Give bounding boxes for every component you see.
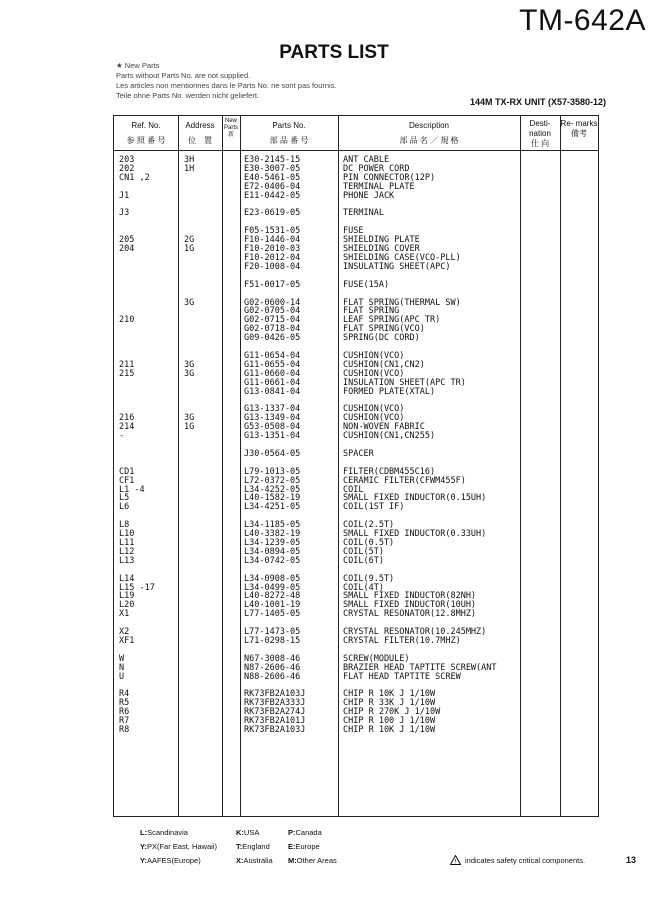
cell-description: CRYSTAL RESONATOR(10.245MHZ) (343, 627, 487, 638)
legend-item: K:USA (236, 828, 260, 837)
parts-table (113, 115, 599, 817)
header-description-jp: 部 品 名 ／ 規 格 (399, 136, 459, 145)
cell-description: CHIP R 33K J 1/10W (343, 698, 436, 709)
cell-parts-no: G53-0508-04 (244, 422, 301, 433)
table-row (114, 610, 598, 619)
cell-description: FORMED PLATE(XTAL) (343, 386, 436, 397)
cell-description: CHIP R 10K J 1/10W (343, 725, 436, 735)
header-address (178, 121, 222, 146)
table-row (114, 388, 598, 397)
cell-parts-no: L40-1001-19 (244, 600, 301, 611)
cell-description: SHIELDING COVER (343, 244, 420, 255)
cell-description: SHIELDING CASE(VCO-PLL) (343, 252, 461, 263)
cell-description: ANT CABLE (343, 155, 390, 165)
cell-parts-no: L71-0298-15 (244, 635, 301, 646)
cell-ref-no: XF1 (119, 635, 135, 646)
cell-parts-no: J30-0564-05 (244, 448, 301, 459)
cell-description: CHIP R 270K J 1/10W (343, 707, 441, 718)
cell-ref-no: L1 -4 (119, 484, 145, 495)
cell-ref-no: L15 -17 (119, 582, 155, 593)
cell-address: 3H (184, 155, 195, 165)
cell-description: INSULATION SHEET(APC TR) (343, 377, 466, 388)
cell-address: 1G (184, 244, 195, 255)
cell-ref-no: U (119, 671, 125, 682)
cell-description: FLAT SPRING(THERMAL SW) (343, 297, 461, 308)
cell-description: CRYSTAL RESONATOR(12.8MHZ) (343, 609, 477, 620)
cell-ref-no: 203 (119, 155, 135, 165)
cell-parts-no: RK73FB2A333J (244, 698, 306, 709)
cell-parts-no: E30-3007-05 (244, 163, 301, 174)
cell-parts-no: N88-2606-46 (244, 671, 301, 682)
cell-description: COIL (343, 484, 364, 495)
cell-parts-no: G13-1337-04 (244, 404, 301, 415)
legend-item: E:Europe (288, 842, 320, 851)
cell-description: SCREW(MODULE) (343, 653, 410, 664)
table-row (114, 334, 598, 343)
cell-parts-no: L34-0908-05 (244, 573, 301, 584)
cell-address: 3G (184, 413, 195, 424)
cell-parts-no: G11-0660-04 (244, 368, 301, 379)
header-ref-no-label: Ref. No. (131, 121, 161, 130)
table-row (114, 503, 598, 512)
cell-ref-no: L10 (119, 529, 135, 540)
cell-ref-no: 202 (119, 163, 135, 174)
note-english: Parts without Parts No. are not supplied. (116, 71, 251, 80)
cell-description: DC POWER CORD (343, 163, 410, 174)
cell-ref-no: 216 (119, 413, 135, 424)
cell-ref-no: L14 (119, 573, 135, 584)
table-row (114, 263, 598, 272)
cell-parts-no: E72-0406-04 (244, 181, 301, 192)
cell-parts-no: F20-1008-04 (244, 261, 301, 272)
cell-description: CUSHION(CN1,CN2) (343, 359, 425, 370)
cell-parts-no: RK73FB2A101J (244, 716, 306, 727)
cell-parts-no: E11-0442-05 (244, 190, 301, 201)
cell-parts-no: G02-0715-04 (244, 315, 301, 326)
safety-note (450, 855, 585, 865)
cell-ref-no: L13 (119, 555, 135, 566)
cell-ref-no: CF1 (119, 475, 135, 486)
cell-parts-no: G13-1351-04 (244, 431, 301, 442)
cell-description: CRYSTAL FILTER(10.7MHZ) (343, 635, 461, 646)
cell-description: COIL(6T) (343, 555, 384, 566)
cell-ref-no: L5 (119, 493, 130, 504)
cell-description: COIL(4T) (343, 582, 384, 593)
cell-parts-no: L34-0894-05 (244, 546, 301, 557)
cell-parts-no: F10-2012-04 (244, 252, 301, 263)
cell-parts-no: E23-0619-05 (244, 208, 301, 219)
header-parts-no (240, 121, 338, 146)
cell-ref-no: CN1 ,2 (119, 172, 150, 183)
cell-description: SPACER (343, 448, 374, 459)
header-ref-no-jp: 参 照 番 号 (126, 136, 166, 145)
cell-ref-no: 205 (119, 235, 135, 246)
table-row (114, 209, 598, 218)
cell-description: FILTER(CDBM455C16) (343, 466, 436, 477)
table-row (114, 281, 598, 290)
legend-item: Y:PX(Far East, Hawaii) (140, 842, 217, 851)
note-german: Teile ohne Parts No. werden nicht geliefert. (116, 91, 259, 100)
legend-item: M:Other Areas (288, 856, 337, 865)
cell-ref-no: 211 (119, 359, 135, 370)
cell-ref-no: CD1 (119, 466, 135, 477)
header-destination-jp: 仕 向 (530, 139, 550, 148)
cell-description: FLAT SPRING (343, 306, 400, 317)
table-body (114, 156, 598, 735)
cell-parts-no: G02-0705-04 (244, 306, 301, 317)
cell-description: COIL(5T) (343, 546, 384, 557)
cell-parts-no: RK73FB2A103J (244, 725, 306, 735)
cell-description: CUSHION(VCO) (343, 404, 405, 415)
cell-address: 1G (184, 422, 195, 433)
table-row (114, 557, 598, 566)
cell-ref-no: J1 (119, 190, 130, 201)
cell-parts-no: F05-1531-05 (244, 226, 301, 237)
cell-ref-no: R7 (119, 716, 130, 727)
cell-description: TERMINAL (343, 208, 384, 219)
header-description (338, 121, 520, 146)
table-row (114, 450, 598, 459)
warning-triangle-icon (450, 855, 461, 865)
header-remarks-jp: 備考 (571, 129, 587, 138)
cell-description: NON-WOVEN FABRIC (343, 422, 425, 433)
cell-parts-no: L34-0742-05 (244, 555, 301, 566)
cell-address: 3G (184, 359, 195, 370)
cell-description: FUSE (343, 226, 364, 237)
cell-address: 3G (184, 297, 195, 308)
header-parts-no-label: Parts No. (272, 121, 306, 130)
cell-description: FLAT SPRING(VCO) (343, 324, 425, 335)
cell-description: PHONE JACK (343, 190, 395, 201)
cell-description: COIL(0.5T) (343, 537, 395, 548)
cell-address: 1H (184, 163, 195, 174)
cell-parts-no: L40-1582-19 (244, 493, 301, 504)
note-french: Les articles non mentionnes dans le Parts No. ne sont pas fournis. (116, 81, 337, 90)
cell-parts-no: L72-0372-05 (244, 475, 301, 486)
cell-parts-no: G11-0654-04 (244, 350, 301, 361)
cell-ref-no: R5 (119, 698, 130, 709)
header-ref-no (114, 121, 178, 146)
cell-ref-no: 214 (119, 422, 135, 433)
cell-parts-no: F10-2010-03 (244, 244, 301, 255)
cell-description: FUSE(15A) (343, 279, 390, 290)
cell-parts-no: N87-2606-46 (244, 662, 301, 673)
header-remarks-label: Re- marks (560, 119, 598, 128)
table-row (114, 673, 598, 682)
cell-description: SMALL FIXED INDUCTOR(0.15UH) (343, 493, 487, 504)
unit-title: 144M TX-RX UNIT (X57-3580-12) (469, 97, 606, 107)
cell-description: TERMINAL PLATE (343, 181, 415, 192)
cell-description: SMALL FIXED INDUCTOR(10UH) (343, 600, 477, 611)
cell-ref-no: L12 (119, 546, 135, 557)
notes (116, 61, 337, 101)
table-header (114, 116, 598, 151)
table-row (114, 432, 598, 441)
header-new-parts-label: New Parts (223, 118, 238, 131)
header-remarks (560, 119, 598, 139)
cell-description: BRAZIER HEAD TAPTITE SCREW(ANT (343, 662, 497, 673)
cell-ref-no: R4 (119, 689, 130, 700)
header-destination-label: Desti- nation (529, 119, 551, 138)
cell-parts-no: L34-4252-05 (244, 484, 301, 495)
cell-parts-no: G09-0426-05 (244, 333, 301, 344)
cell-parts-no: L40-8272-48 (244, 591, 301, 602)
cell-description: CUSHION(CN1,CN255) (343, 431, 436, 442)
cell-ref-no: L11 (119, 537, 135, 548)
table-row (114, 726, 598, 735)
cell-description: CUSHION(VCO) (343, 368, 405, 379)
cell-parts-no: L34-1239-05 (244, 537, 301, 548)
page-number: 13 (626, 855, 637, 865)
cell-description: CERAMIC FILTER(CFWM455F) (343, 475, 466, 486)
cell-parts-no: E40-5461-05 (244, 172, 301, 183)
cell-parts-no: L77-1473-05 (244, 627, 301, 638)
cell-ref-no: R8 (119, 725, 130, 735)
header-new-jp: 新 (227, 132, 234, 138)
cell-parts-no: E30-2145-15 (244, 155, 301, 165)
header-address-jp: 位 置 (188, 136, 212, 145)
note-new-parts: ★ New Parts (116, 61, 160, 70)
cell-ref-no: L20 (119, 600, 135, 611)
cell-parts-no: L34-0499-05 (244, 582, 301, 593)
legend-item: Y:AAFES(Europe) (140, 856, 201, 865)
cell-parts-no: G02-0600-14 (244, 297, 301, 308)
cell-ref-no: N (119, 662, 125, 673)
cell-description: SMALL FIXED INDUCTOR(82NH) (343, 591, 477, 602)
cell-address: 3G (184, 368, 195, 379)
cell-description: COIL(2.5T) (343, 520, 395, 531)
model-number: TM-642A (519, 4, 646, 37)
cell-ref-no: W (119, 653, 125, 664)
cell-ref-no: R6 (119, 707, 130, 718)
table-row (114, 192, 598, 201)
cell-parts-no: L40-3382-19 (244, 529, 301, 540)
safety-note-text: indicates safety critical components. (465, 855, 586, 865)
cell-description: CUSHION(VCO) (343, 350, 405, 361)
legend-item: L:Scandinavia (140, 828, 188, 837)
cell-description: CHIP R 10K J 1/10W (343, 689, 436, 700)
cell-ref-no: - (119, 431, 125, 442)
cell-ref-no: J3 (119, 208, 130, 219)
cell-description: COIL(1ST IF) (343, 502, 405, 513)
cell-address: 2G (184, 235, 195, 246)
legend-item: X:Australia (236, 856, 273, 865)
cell-parts-no: G02-0718-04 (244, 324, 301, 335)
cell-parts-no: L79-1013-05 (244, 466, 301, 477)
cell-description: INSULATING SHEET(APC) (343, 261, 451, 272)
cell-parts-no: G13-1349-04 (244, 413, 301, 424)
cell-description: SMALL FIXED INDUCTOR(0.33UH) (343, 529, 487, 540)
cell-parts-no: G13-0841-04 (244, 386, 301, 397)
header-new-parts (222, 118, 240, 139)
header-destination (520, 119, 560, 149)
header-description-label: Description (408, 121, 449, 130)
cell-description: LEAF SPRING(APC TR) (343, 315, 441, 326)
cell-ref-no: X2 (119, 627, 130, 638)
legend-item: T:England (236, 842, 270, 851)
cell-parts-no: G11-0661-04 (244, 377, 301, 388)
cell-ref-no: L19 (119, 591, 135, 602)
cell-parts-no: RK73FB2A103J (244, 689, 306, 700)
cell-description: PIN CONNECTOR(12P) (343, 172, 436, 183)
cell-parts-no: N67-3008-46 (244, 653, 301, 664)
header-parts-no-jp: 部 品 番 号 (269, 136, 309, 145)
svg-text:!: ! (454, 858, 457, 865)
cell-description: CHIP R 100 J 1/10W (343, 716, 436, 727)
cell-parts-no: L34-4251-05 (244, 502, 301, 513)
cell-description: CUSHION(VCO) (343, 413, 405, 424)
cell-ref-no: 215 (119, 368, 135, 379)
cell-parts-no: G11-0655-04 (244, 359, 301, 370)
cell-description: COIL(9.5T) (343, 573, 395, 584)
legend-item: P:Canada (288, 828, 322, 837)
cell-ref-no: 210 (119, 315, 135, 326)
cell-parts-no: L77-1405-05 (244, 609, 301, 620)
cell-ref-no: X1 (119, 609, 130, 620)
cell-description: SPRING(DC CORD) (343, 333, 420, 344)
cell-parts-no: F51-0017-05 (244, 279, 301, 290)
header-address-label: Address (185, 121, 215, 130)
cell-description: FLAT HEAD TAPTITE SCREW (343, 671, 461, 682)
cell-parts-no: RK73FB2A274J (244, 707, 306, 718)
page-title: PARTS LIST (279, 42, 389, 63)
cell-parts-no: F10-1446-04 (244, 235, 301, 246)
cell-ref-no: 204 (119, 244, 135, 255)
cell-parts-no: L34-1185-05 (244, 520, 301, 531)
cell-description: SHIELDING PLATE (343, 235, 420, 246)
table-row (114, 637, 598, 646)
cell-ref-no: L8 (119, 520, 130, 531)
cell-ref-no: L6 (119, 502, 130, 513)
